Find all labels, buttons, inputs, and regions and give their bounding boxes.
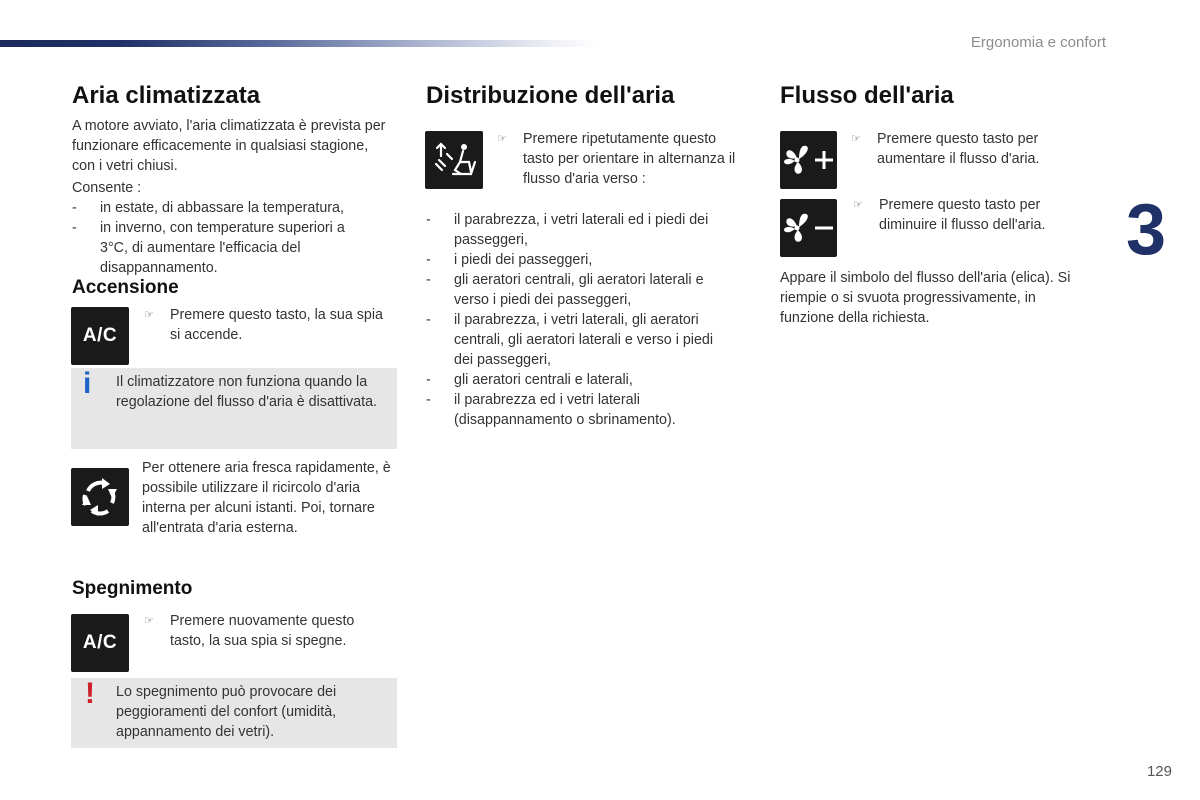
fan-decrease-button[interactable] [780, 199, 837, 257]
air-distribution-list [426, 210, 736, 430]
recirculation-button[interactable] [71, 468, 129, 526]
list-item: - il parabrezza ed i vetri laterali (disappannamento o sbrinamento). [426, 390, 736, 430]
warning-note-text: Lo spegnimento può provocare dei peggioramenti del confort (umidità, appannamento dei vetri). [116, 684, 337, 740]
air-distribution-icon [431, 140, 477, 180]
col1-title: Aria climatizzata [72, 82, 261, 109]
list-item: - gli aeratori centrali, gli aeratori laterali e verso i piedi dei passeggeri, [426, 270, 736, 310]
list-item: - in inverno, con temperature superiori a 3°C, di aumentare l'efficacia del disappannamento. [72, 218, 368, 278]
accensione-instruction: ☞ Premere questo tasto, la sua spia si accende. [144, 307, 383, 343]
ac-button-label: A/C [82, 325, 118, 346]
page-number: 129 [1146, 763, 1172, 780]
air-distribution-instruction: ☞ Premere ripetutamente questo tasto per orientare in alternanza il flusso d'aria verso : [497, 131, 736, 187]
section-title: Ergonomia e confort [970, 34, 1106, 51]
header-gradient-bar [0, 40, 600, 47]
list-item: - i piedi dei passeggeri, [426, 250, 736, 270]
warning-note [71, 678, 397, 748]
hand-pointer-icon: ☞ [497, 133, 507, 145]
hand-pointer-icon: ☞ [144, 615, 154, 627]
fan-plus-icon [782, 140, 836, 180]
accensione-heading: Accensione [72, 277, 179, 298]
consente-list [72, 198, 368, 278]
list-item: - gli aeratori centrali e laterali, [426, 370, 736, 390]
list-item: - il parabrezza, i vetri laterali, gli aeratori centrali, gli aeratori laterali e verso i piedi dei passeggeri, [426, 310, 736, 370]
spegnimento-instruction: ☞ Premere nuovamente questo tasto, la sua spia si spegne. [144, 613, 355, 649]
info-note [71, 368, 397, 449]
info-icon: i [83, 367, 92, 400]
air-distribution-button[interactable] [425, 131, 483, 189]
hand-pointer-icon: ☞ [851, 133, 861, 145]
list-item: - in estate, di abbassare la temperatura, [72, 198, 368, 218]
info-note-text: Il climatizzatore non funziona quando la regolazione del flusso d'aria è disattivata. [116, 374, 378, 410]
fan-increase-instruction: ☞ Premere questo tasto per aumentare il flusso d'aria. [851, 131, 1040, 167]
recirculation-icon [78, 475, 122, 519]
warning-icon: ! [85, 677, 95, 710]
fan-flow-description: Appare il simbolo del flusso dell'aria (elica). Si riempie o si svuota progressivamente, in funzione della richiesta. [780, 270, 1071, 326]
ac-button-label: A/C [82, 632, 118, 653]
fan-decrease-instruction: ☞ Premere questo tasto per diminuire il flusso dell'aria. [853, 197, 1046, 233]
fan-increase-button[interactable] [780, 131, 837, 189]
ac-on-button[interactable] [71, 307, 129, 365]
col2-title: Distribuzione dell'aria [426, 82, 675, 109]
fan-minus-icon [782, 208, 836, 248]
chapter-number: 3 [1126, 190, 1167, 270]
hand-pointer-icon: ☞ [144, 309, 154, 321]
col1-intro: A motore avviato, l'aria climatizzata è prevista per funzionare efficacemente in qualsiasi stagione, con i vetri chiusi. [72, 118, 386, 174]
spegnimento-heading: Spegnimento [72, 578, 193, 599]
list-item: - il parabrezza, i vetri laterali ed i piedi dei passeggeri, [426, 210, 736, 250]
hand-pointer-icon: ☞ [853, 199, 863, 211]
ac-off-button[interactable] [71, 614, 129, 672]
consente-label: Consente : [72, 180, 142, 196]
recirculation-text: Per ottenere aria fresca rapidamente, è possibile utilizzare il ricircolo d'aria interna per alcuni istanti. Poi, tornare all'entrata d'aria esterna. [142, 460, 391, 536]
col3-title: Flusso dell'aria [780, 82, 954, 109]
